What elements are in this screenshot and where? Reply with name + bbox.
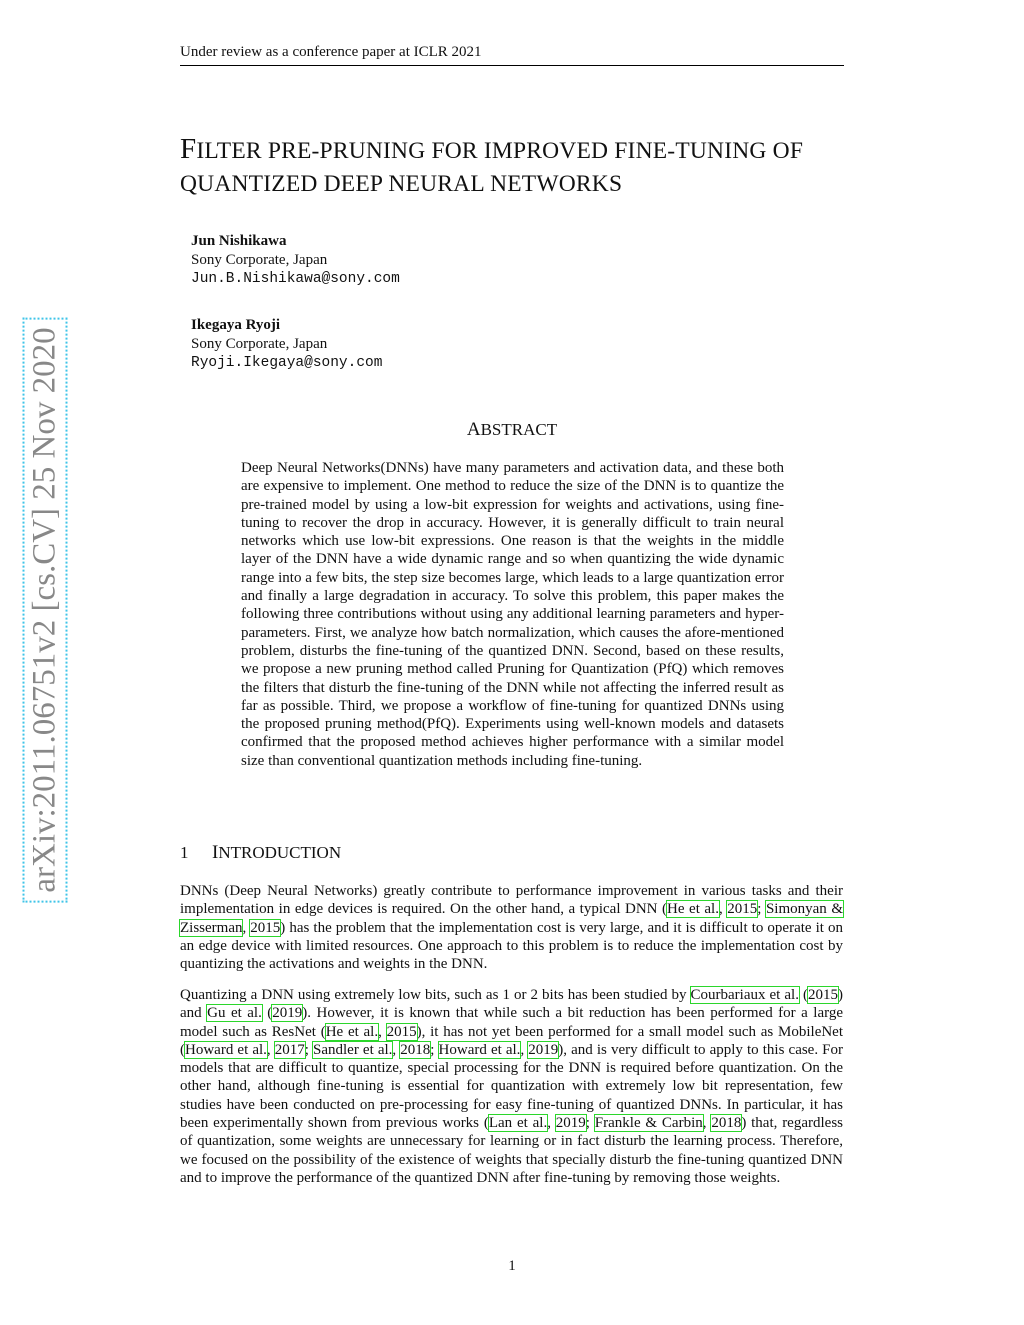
- text-run: Quantizing a DNN using extremely low bits, such as 1 or 2 bits has been studied by: [180, 987, 691, 1003]
- text-run: ,: [378, 1023, 387, 1040]
- text-run: ,: [547, 1115, 556, 1132]
- text-run: ). However, it is known that while such a bit reduction has been performed for a large model such as ResNet (: [180, 1005, 843, 1040]
- text-run: (: [798, 987, 808, 1003]
- text-run: ;: [585, 1115, 595, 1132]
- section-number: 1: [180, 843, 189, 862]
- section-heading-initial: I: [212, 842, 219, 863]
- citation-link[interactable]: 2015: [808, 987, 838, 1003]
- citation-link[interactable]: Lan et al.: [488, 1115, 548, 1132]
- text-run: ,: [520, 1041, 529, 1058]
- citation-link[interactable]: 2019: [528, 1041, 559, 1058]
- text-run: ,: [266, 1041, 275, 1058]
- citation-link[interactable]: Gu et al.: [207, 1005, 262, 1022]
- text-run: ,: [392, 1041, 401, 1058]
- author-name: Ikegaya Ryoji: [191, 317, 281, 333]
- text-run: ;: [430, 1041, 439, 1058]
- citation-link[interactable]: 2015: [250, 919, 281, 936]
- citation-link[interactable]: 2019: [555, 1115, 586, 1132]
- paper-title: [180, 133, 860, 201]
- citation-link[interactable]: Howard et al.: [438, 1041, 521, 1058]
- text-run: ,: [718, 901, 728, 918]
- abstract-heading-initial: A: [466, 419, 481, 440]
- citation-link[interactable]: Frankle & Carbin: [594, 1115, 703, 1132]
- title-line-1: [180, 133, 860, 168]
- author-block-1: [191, 232, 400, 289]
- citation-link[interactable]: 2015: [727, 901, 758, 918]
- citation-link[interactable]: Sandler et al.: [313, 1041, 393, 1058]
- text-run: ,: [242, 919, 251, 936]
- title-line-2: QUANTIZED DEEP NEURAL NETWORKS: [180, 171, 623, 197]
- arxiv-stamp-text: arXiv:2011.06751v2 [cs.CV] 25 Nov 2020: [23, 317, 68, 902]
- author-email[interactable]: Jun.B.Nishikawa@sony.com: [191, 271, 400, 287]
- citation-link[interactable]: Courbariaux et al.: [690, 987, 799, 1003]
- page-number: 1: [508, 1258, 516, 1274]
- citation-link[interactable]: He et al.: [325, 1023, 379, 1040]
- author-affiliation: Sony Corporate, Japan: [191, 336, 328, 352]
- text-run: DNNs (Deep Neural Networks) greatly contribute to performance improvement in various tasks and their implementation in edge devices is required. On the other hand, a typical DNN (: [180, 883, 843, 918]
- abstract-heading: [0, 419, 1024, 441]
- section-heading-introduction: [180, 842, 341, 864]
- citation-link[interactable]: 2017: [274, 1041, 305, 1058]
- citation-link[interactable]: 2015: [386, 1023, 417, 1040]
- text-run: ,: [702, 1115, 712, 1132]
- text-run: ) that, regardless of quantization, some weights are unnecessary for learning or in fact disturb the learning process. Therefore, we focused on the possibility of the existence of weights that specially disturb the fine-tuning quantized DNN and to improve the performance of the quantized DNN after fine-tuning by removing those weights.: [180, 1115, 843, 1186]
- text-run: ;: [304, 1041, 314, 1058]
- abstract-heading-rest: BSTRACT: [480, 420, 558, 439]
- citation-link[interactable]: 2018: [400, 1041, 431, 1058]
- text-run: (: [261, 1005, 273, 1022]
- text-run: ), it has not yet been performed for a small model such as MobileNet (: [180, 1023, 844, 1058]
- author-affiliation: Sony Corporate, Japan: [191, 252, 328, 268]
- author-email[interactable]: Ryoji.Ikegaya@sony.com: [191, 355, 383, 371]
- text-run: ) has the problem that the implementation cost is very large, and it is difficult to operate it on an edge device with limited resources. One approach to this problem is to reduce the implementation cost by quantizing the activations and weights in the DNN.: [180, 919, 844, 973]
- intro-paragraph-2: [180, 986, 843, 1187]
- section-heading-rest: NTRODUCTION: [218, 843, 342, 862]
- citation-link[interactable]: 2018: [711, 1115, 742, 1132]
- author-name: Jun Nishikawa: [191, 233, 287, 249]
- author-block-2: [191, 316, 382, 373]
- citation-link[interactable]: 2019: [272, 1005, 303, 1022]
- text-run: ) and: [180, 987, 843, 1022]
- text-run: ), and is very difficult to apply to this case. For models that are difficult to quantize, special processing for the DNN is required before quantization. On the other hand, although fine-tuning is essential for quantization with extremely low bit representation, few studies have been conducted on pre-processing for easy fine-tuning of quantized DNNs. In particular, it has been experimentally shown from previous works (: [180, 1041, 844, 1132]
- title-initial: F: [180, 133, 197, 165]
- intro-paragraph-1: [180, 882, 843, 973]
- abstract-text: Deep Neural Networks(DNNs) have many parameters and activation data, and these both are expensive to implement. One method to reduce the size of the DNN is to quantize the pre-trained model by using a low-bit expression for weights and activations, using fine-tuning to recover the drop in accuracy. However, it is generally difficult to train neural networks which use low-bit expressions. One reason is that the weights in the middle layer of the DNN have a wide dynamic range and so when quantizing the wide dynamic range into a few bits, the step size becomes large, which leads to a large quantization error and finally a large degradation in accuracy. To solve this problem, this paper makes the following three contributions without using any additional learning parameters and hyper-parameters. First, we analyze how batch normalization, which causes the afore-mentioned problem, disturbs the fine-tuning of the quantized DNN. Second, based on these results, we propose a new pruning method called Pruning for Quantization (PfQ) which removes the filters that disturb the fine-tuning of the DNN while not affecting the inferred result as far as possible. Third, we propose a workflow of fine-tuning for quantized DNNs using the proposed pruning method(PfQ). Experiments using well-known models and datasets confirmed that the proposed method achieves higher performance with a similar model size than conventional quantization methods including fine-tuning.: [241, 460, 784, 769]
- running-header: Under review as a conference paper at ICLR 2021: [180, 44, 844, 66]
- text-run: ;: [757, 901, 766, 918]
- citation-link[interactable]: Simonyan & Zisserman: [180, 901, 843, 936]
- arxiv-stamp[interactable]: [24, 312, 66, 908]
- citation-link[interactable]: He et al.: [667, 901, 719, 918]
- citation-link[interactable]: Howard et al.: [185, 1041, 267, 1058]
- title-line-1-rest: ILTER PRE-PRUNING FOR IMPROVED FINE-TUNING OF: [196, 138, 804, 164]
